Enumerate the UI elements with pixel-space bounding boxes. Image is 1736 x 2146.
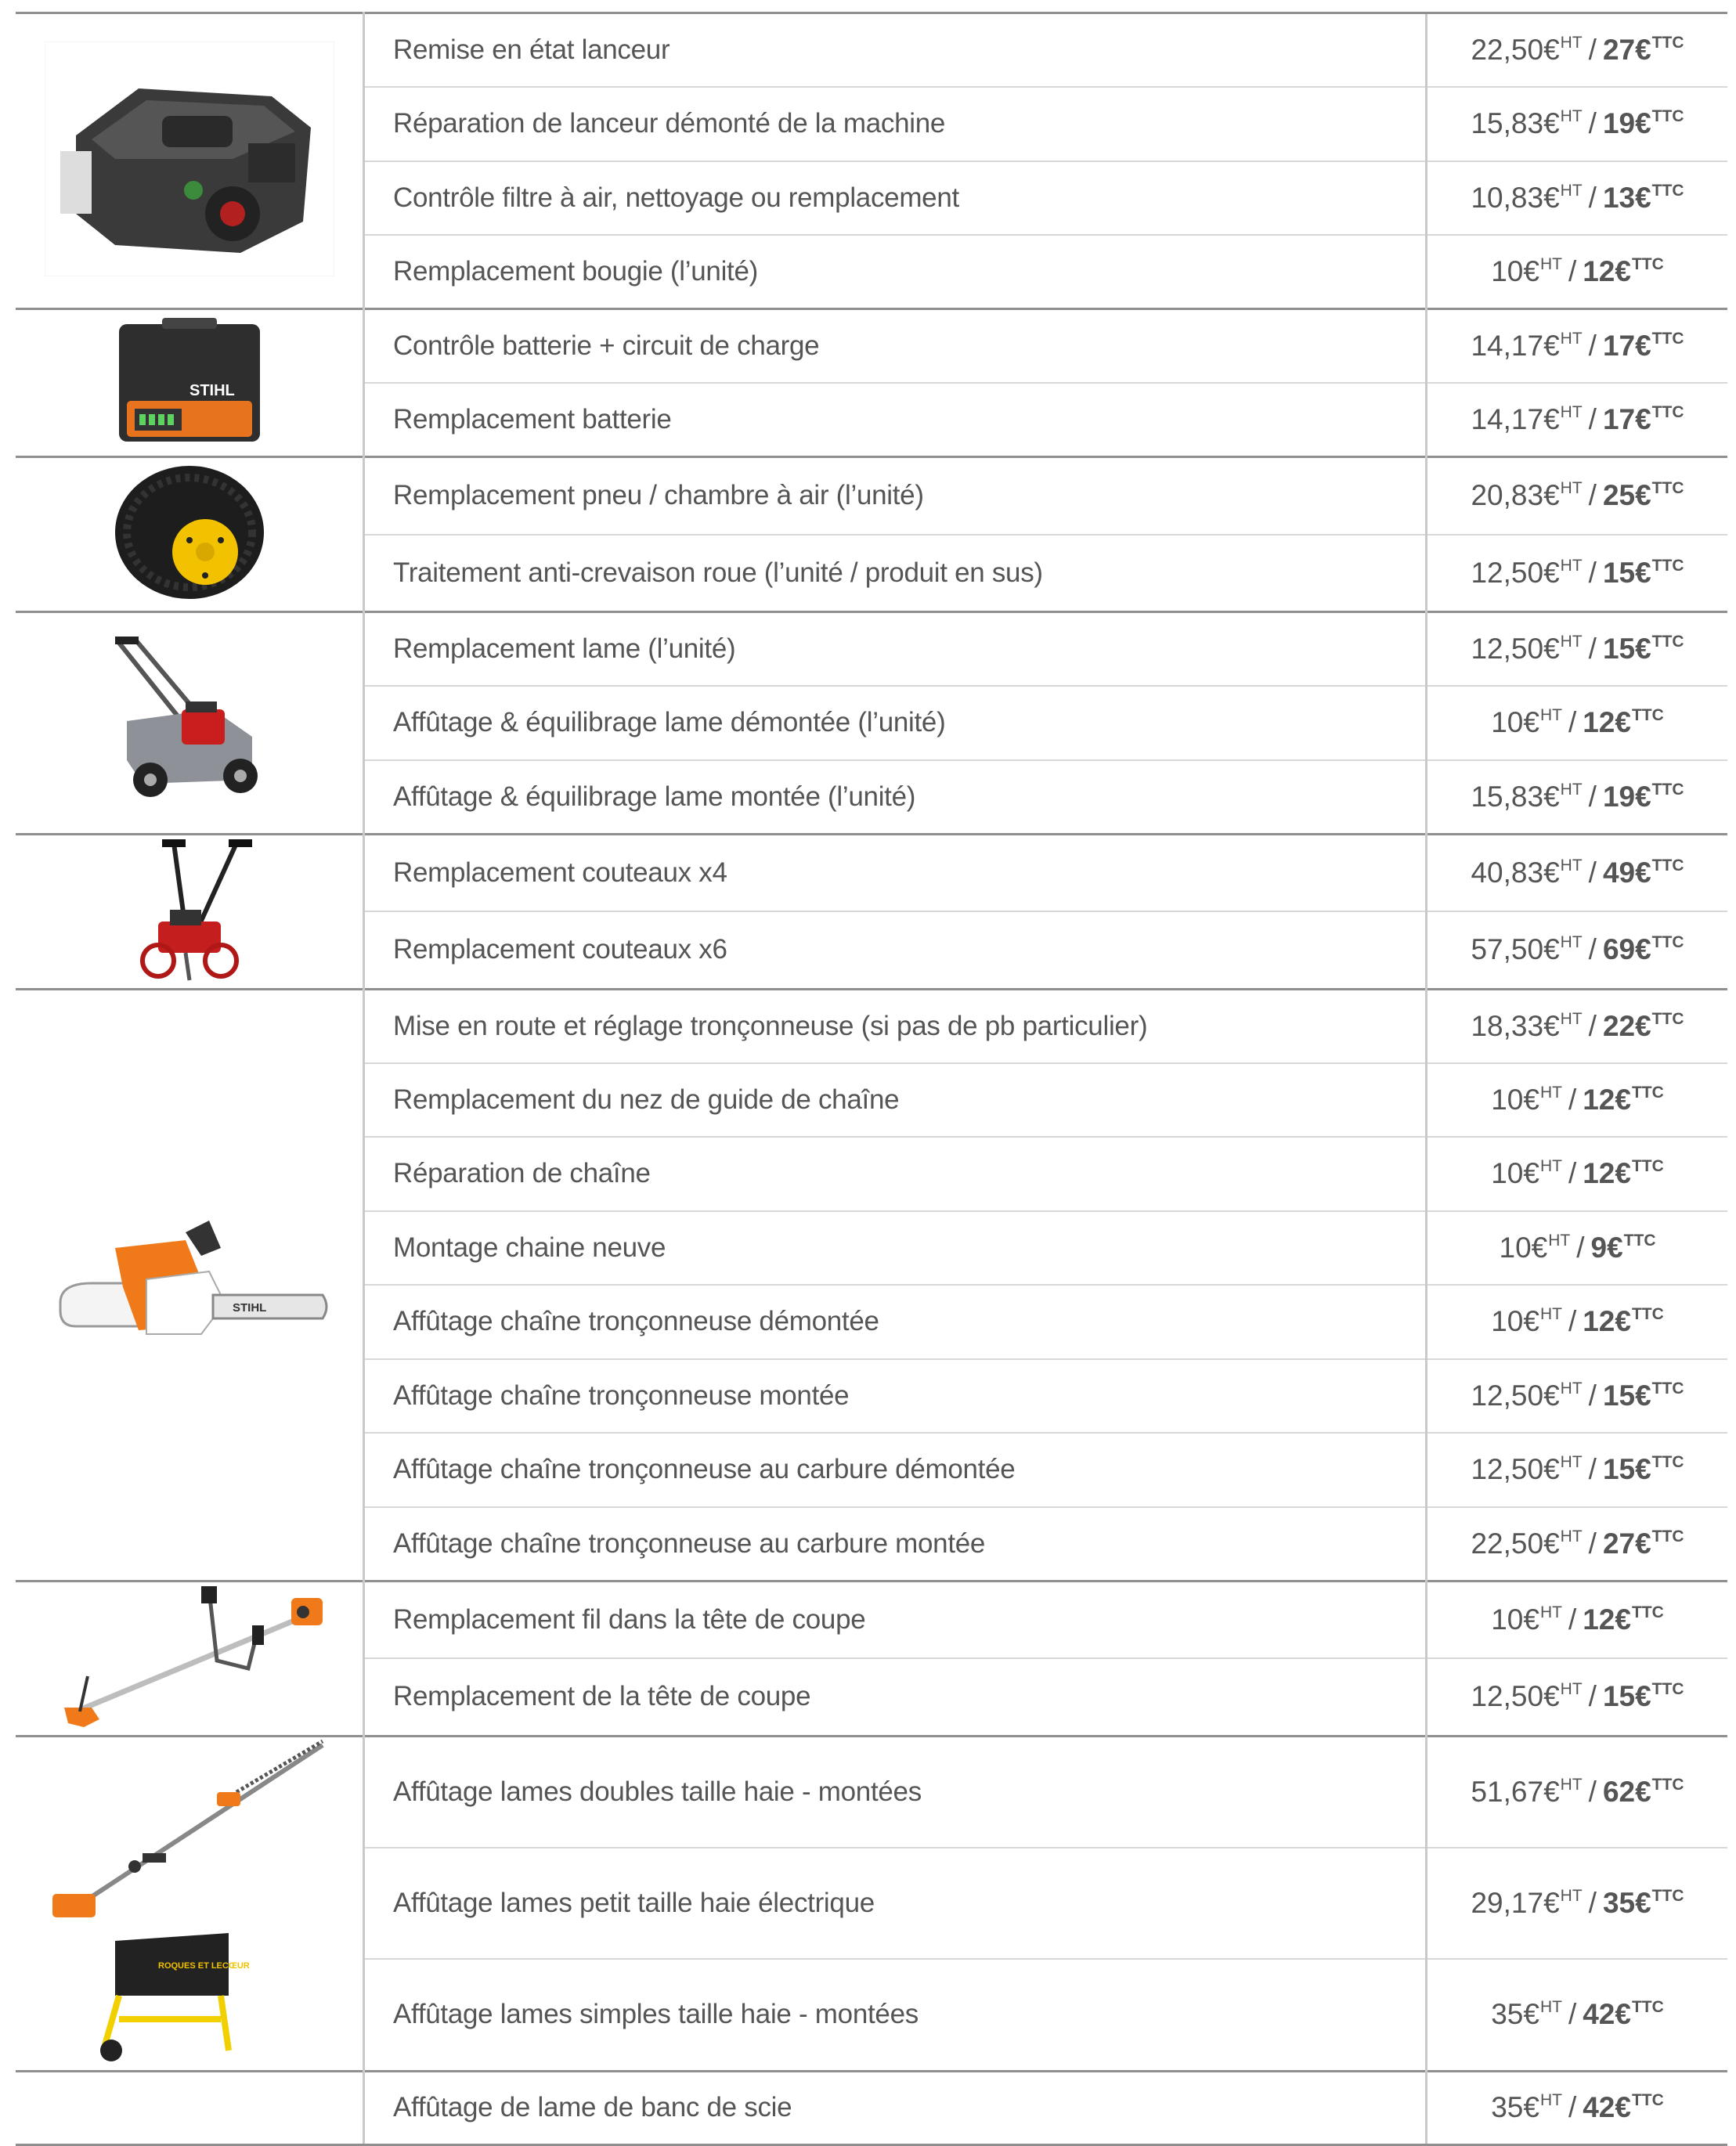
price-ht: 22,50€ <box>1471 34 1560 66</box>
price-cell <box>1427 1359 1728 1434</box>
price-ttc: 17€ <box>1602 330 1651 362</box>
price-ttc: 27€ <box>1602 34 1651 66</box>
price-separator: / <box>1588 633 1597 665</box>
price-ht-unit: HT <box>1560 1527 1583 1545</box>
price-separator: / <box>1588 1680 1597 1713</box>
price-ttc-unit: TTC <box>1651 933 1684 952</box>
service-label: Montage chaine neuve <box>364 1211 1427 1286</box>
price-ht: 57,50€ <box>1471 933 1560 966</box>
price-separator: / <box>1588 1009 1597 1042</box>
price-ht: 10€ <box>1491 1083 1539 1116</box>
price-ht: 40,83€ <box>1471 856 1560 889</box>
price-ht: 12,50€ <box>1471 1453 1560 1486</box>
price-ttc-unit: TTC <box>1651 780 1684 799</box>
price-ht-unit: HT <box>1560 1379 1583 1398</box>
price-ht: 12,50€ <box>1471 1379 1560 1412</box>
price-ht-unit: HT <box>1539 2091 1562 2110</box>
battery-logo-text: STIHL <box>189 381 235 399</box>
product-image-cell <box>16 989 364 1581</box>
price-ht-unit: HT <box>1539 1305 1562 1324</box>
price-ttc: 12€ <box>1583 1157 1631 1190</box>
table-row <box>16 1581 1727 1658</box>
price-separator: / <box>1588 34 1597 66</box>
lawnmower-image <box>96 635 283 807</box>
service-label: Affûtage lames petit taille haie électrique <box>364 1848 1427 1960</box>
price-ht: 10€ <box>1491 1157 1539 1190</box>
price-ttc: 12€ <box>1583 1083 1631 1116</box>
price-cell <box>1427 1433 1728 1507</box>
price-ttc: 49€ <box>1602 856 1651 889</box>
price-cell <box>1427 2071 1728 2145</box>
price-ht: 10€ <box>1491 1305 1539 1338</box>
battery-image <box>103 315 276 448</box>
price-ht-unit: HT <box>1560 1453 1583 1472</box>
price-ttc-unit: TTC <box>1631 2091 1664 2110</box>
price-separator: / <box>1588 330 1597 362</box>
table-row <box>16 13 1727 88</box>
price-ht-unit: HT <box>1560 107 1583 126</box>
price-ttc-unit: TTC <box>1651 1527 1684 1545</box>
price-separator: / <box>1568 1998 1577 2031</box>
product-image-cell <box>16 2071 364 2145</box>
price-ttc-unit: TTC <box>1631 255 1664 273</box>
price-ttc-unit: TTC <box>1651 1009 1684 1028</box>
price-ttc: 19€ <box>1602 107 1651 140</box>
price-cell <box>1427 612 1728 687</box>
price-ttc-unit: TTC <box>1651 479 1684 498</box>
price-cell <box>1427 834 1728 911</box>
price-ht-unit: HT <box>1560 403 1583 421</box>
price-cell <box>1427 989 1728 1063</box>
price-separator: / <box>1588 1886 1597 1919</box>
service-label: Remplacement couteaux x6 <box>364 911 1427 989</box>
price-ht: 12,50€ <box>1471 633 1560 665</box>
wheel-image <box>96 458 283 607</box>
product-image-cell <box>16 13 364 309</box>
price-separator: / <box>1568 2091 1577 2124</box>
product-image-cell <box>16 1581 364 1736</box>
price-ht-unit: HT <box>1560 1775 1583 1794</box>
price-ttc: 12€ <box>1583 1603 1631 1636</box>
price-ht: 51,67€ <box>1471 1775 1560 1808</box>
price-ht-unit: HT <box>1560 479 1583 498</box>
service-label: Remplacement couteaux x4 <box>364 834 1427 911</box>
price-ttc-unit: TTC <box>1651 403 1684 421</box>
price-ttc-unit: TTC <box>1651 1775 1684 1794</box>
price-ttc: 17€ <box>1602 403 1651 435</box>
price-ttc: 15€ <box>1602 1680 1651 1713</box>
price-ttc: 12€ <box>1583 706 1631 739</box>
chainsaw-logo-text: STIHL <box>232 1300 266 1315</box>
service-label: Affûtage chaîne tronçonneuse au carbure montée <box>364 1507 1427 1582</box>
product-image-cell <box>16 612 364 835</box>
price-ht: 10€ <box>1499 1231 1548 1264</box>
price-separator: / <box>1568 255 1577 287</box>
price-cell <box>1427 87 1728 161</box>
price-separator: / <box>1568 706 1577 739</box>
price-cell <box>1427 1285 1728 1359</box>
price-ttc: 42€ <box>1583 2091 1631 2124</box>
price-separator: / <box>1588 1379 1597 1412</box>
service-label: Remplacement bougie (l’unité) <box>364 235 1427 309</box>
price-cell <box>1427 535 1728 612</box>
service-label: Traitement anti-crevaison roue (l’unité / produit en sus) <box>364 535 1427 612</box>
price-cell <box>1427 1848 1728 1960</box>
price-cell <box>1427 161 1728 236</box>
price-separator: / <box>1588 181 1597 214</box>
price-ttc: 42€ <box>1583 1998 1631 2031</box>
price-ttc: 9€ <box>1590 1231 1623 1264</box>
price-ht-unit: HT <box>1560 330 1583 348</box>
service-label: Affûtage de lame de banc de scie <box>364 2071 1427 2145</box>
price-cell <box>1427 1736 1728 1848</box>
price-ht-unit: HT <box>1539 1998 1562 2017</box>
price-ttc: 27€ <box>1602 1527 1651 1560</box>
service-label: Contrôle filtre à air, nettoyage ou remplacement <box>364 161 1427 236</box>
price-separator: / <box>1588 556 1597 589</box>
price-separator: / <box>1588 107 1597 140</box>
price-ttc-unit: TTC <box>1651 181 1684 200</box>
price-ht: 15,83€ <box>1471 107 1560 140</box>
service-label: Remplacement lame (l’unité) <box>364 612 1427 687</box>
price-separator: / <box>1588 856 1597 889</box>
service-label: Affûtage lames doubles taille haie - montées <box>364 1736 1427 1848</box>
price-ht-unit: HT <box>1560 181 1583 200</box>
price-separator: / <box>1588 479 1597 512</box>
price-ht-unit: HT <box>1560 780 1583 799</box>
price-ttc: 13€ <box>1602 181 1651 214</box>
price-ht: 12,50€ <box>1471 1680 1560 1713</box>
service-label: Affûtage chaîne tronçonneuse au carbure démontée <box>364 1433 1427 1507</box>
price-separator: / <box>1588 403 1597 435</box>
service-label: Mise en route et réglage tronçonneuse (si pas de pb particulier) <box>364 989 1427 1063</box>
service-label: Remplacement pneu / chambre à air (l’unité) <box>364 457 1427 535</box>
price-ttc: 12€ <box>1583 255 1631 287</box>
service-label: Affûtage & équilibrage lame démontée (l’unité) <box>364 686 1427 760</box>
price-ht: 15,83€ <box>1471 780 1560 813</box>
price-ht: 20,83€ <box>1471 479 1560 512</box>
table-row <box>16 457 1727 535</box>
table-row <box>16 834 1727 911</box>
price-separator: / <box>1568 1083 1577 1116</box>
product-image-cell <box>16 309 364 457</box>
price-cell <box>1427 1959 1728 2071</box>
price-ttc: 25€ <box>1602 479 1651 512</box>
price-ht-unit: HT <box>1560 556 1583 575</box>
service-label: Affûtage chaîne tronçonneuse montée <box>364 1359 1427 1434</box>
price-cell <box>1427 1211 1728 1286</box>
price-ttc-unit: TTC <box>1651 1379 1684 1398</box>
price-cell <box>1427 1063 1728 1138</box>
price-ttc-unit: TTC <box>1623 1231 1656 1250</box>
product-image-cell <box>16 834 364 989</box>
price-ht: 10,83€ <box>1471 181 1560 214</box>
hedge-trimmer-image <box>41 1737 338 2066</box>
brushcutter-image <box>45 1582 334 1731</box>
price-ht: 12,50€ <box>1471 556 1560 589</box>
price-cell <box>1427 1658 1728 1736</box>
price-cell <box>1427 1137 1728 1211</box>
price-ht: 18,33€ <box>1471 1009 1560 1042</box>
price-ttc: 22€ <box>1602 1009 1651 1042</box>
price-ht: 10€ <box>1491 1603 1539 1636</box>
service-label: Remise en état lanceur <box>364 13 1427 88</box>
service-label: Réparation de lanceur démonté de la machine <box>364 87 1427 161</box>
service-label: Remplacement fil dans la tête de coupe <box>364 1581 1427 1658</box>
service-label: Contrôle batterie + circuit de charge <box>364 309 1427 384</box>
price-ttc: 15€ <box>1602 1453 1651 1486</box>
service-label: Remplacement de la tête de coupe <box>364 1658 1427 1736</box>
price-separator: / <box>1576 1231 1585 1264</box>
service-label: Affûtage lames simples taille haie - montées <box>364 1959 1427 2071</box>
price-separator: / <box>1588 933 1597 966</box>
price-ttc: 35€ <box>1602 1886 1651 1919</box>
price-ht: 14,17€ <box>1471 403 1560 435</box>
price-cell <box>1427 686 1728 760</box>
price-ht: 10€ <box>1491 255 1539 287</box>
tiller-image <box>111 835 268 984</box>
price-ht: 29,17€ <box>1471 1886 1560 1919</box>
service-label: Affûtage chaîne tronçonneuse démontée <box>364 1285 1427 1359</box>
price-cell <box>1427 1581 1728 1658</box>
price-separator: / <box>1588 1775 1597 1808</box>
price-cell <box>1427 13 1728 88</box>
price-separator: / <box>1588 780 1597 813</box>
price-ttc-unit: TTC <box>1631 1305 1664 1324</box>
table-row <box>16 309 1727 384</box>
price-ttc-unit: TTC <box>1631 1157 1664 1176</box>
price-ttc-unit: TTC <box>1651 1886 1684 1905</box>
price-cell <box>1427 235 1728 309</box>
price-separator: / <box>1588 1453 1597 1486</box>
price-ttc: 69€ <box>1602 933 1651 966</box>
price-ht-unit: HT <box>1560 633 1583 651</box>
price-ttc-unit: TTC <box>1651 633 1684 651</box>
price-separator: / <box>1588 1527 1597 1560</box>
price-ttc-unit: TTC <box>1651 556 1684 575</box>
price-ttc: 15€ <box>1602 556 1651 589</box>
price-ht-unit: HT <box>1560 1886 1583 1905</box>
price-ht-unit: HT <box>1560 1009 1583 1028</box>
service-label: Remplacement batterie <box>364 383 1427 457</box>
price-ht-unit: HT <box>1560 856 1583 875</box>
price-ttc-unit: TTC <box>1651 1680 1684 1699</box>
price-ttc-unit: TTC <box>1631 1083 1664 1102</box>
price-ttc-unit: TTC <box>1631 706 1664 725</box>
price-cell <box>1427 383 1728 457</box>
price-ttc-unit: TTC <box>1651 107 1684 126</box>
table-row <box>16 1736 1727 1848</box>
price-separator: / <box>1568 1157 1577 1190</box>
price-ht-unit: HT <box>1560 1680 1583 1699</box>
price-cell <box>1427 1507 1728 1582</box>
price-cell <box>1427 911 1728 989</box>
price-ttc-unit: TTC <box>1651 330 1684 348</box>
price-ht-unit: HT <box>1560 933 1583 952</box>
service-label: Affûtage & équilibrage lame montée (l’unité) <box>364 760 1427 835</box>
product-image-cell <box>16 457 364 612</box>
service-label: Réparation de chaîne <box>364 1137 1427 1211</box>
engine-image <box>45 41 334 276</box>
price-ht-unit: HT <box>1548 1231 1571 1250</box>
table-row <box>16 612 1727 687</box>
price-ht: 22,50€ <box>1471 1527 1560 1560</box>
price-ttc-unit: TTC <box>1651 856 1684 875</box>
price-ttc-unit: TTC <box>1651 34 1684 52</box>
price-ttc: 19€ <box>1602 780 1651 813</box>
saw-bench-logo-text: ROQUES ET LECŒUR <box>157 1960 250 1971</box>
price-ttc-unit: TTC <box>1631 1603 1664 1621</box>
table-row <box>16 2071 1727 2145</box>
price-ttc-unit: TTC <box>1631 1998 1664 2017</box>
price-separator: / <box>1568 1305 1577 1338</box>
price-ht-unit: HT <box>1539 706 1562 725</box>
price-ht-unit: HT <box>1539 1603 1562 1621</box>
price-ttc: 62€ <box>1602 1775 1651 1808</box>
price-ttc: 15€ <box>1602 633 1651 665</box>
chainsaw-image <box>45 1209 334 1358</box>
price-separator: / <box>1568 1603 1577 1636</box>
price-ht: 35€ <box>1491 2091 1539 2124</box>
price-ttc-unit: TTC <box>1651 1453 1684 1472</box>
price-ht-unit: HT <box>1539 255 1562 273</box>
price-ht: 35€ <box>1491 1998 1539 2031</box>
price-ttc: 12€ <box>1583 1305 1631 1338</box>
price-ht: 14,17€ <box>1471 330 1560 362</box>
price-ht-unit: HT <box>1539 1083 1562 1102</box>
price-ht-unit: HT <box>1560 34 1583 52</box>
price-table <box>16 12 1727 2146</box>
price-ht-unit: HT <box>1539 1157 1562 1176</box>
product-image-cell <box>16 1736 364 2071</box>
table-row <box>16 989 1727 1063</box>
price-cell <box>1427 457 1728 535</box>
price-ht: 10€ <box>1491 706 1539 739</box>
price-ttc: 15€ <box>1602 1379 1651 1412</box>
service-label: Remplacement du nez de guide de chaîne <box>364 1063 1427 1138</box>
price-cell <box>1427 760 1728 835</box>
price-cell <box>1427 309 1728 384</box>
